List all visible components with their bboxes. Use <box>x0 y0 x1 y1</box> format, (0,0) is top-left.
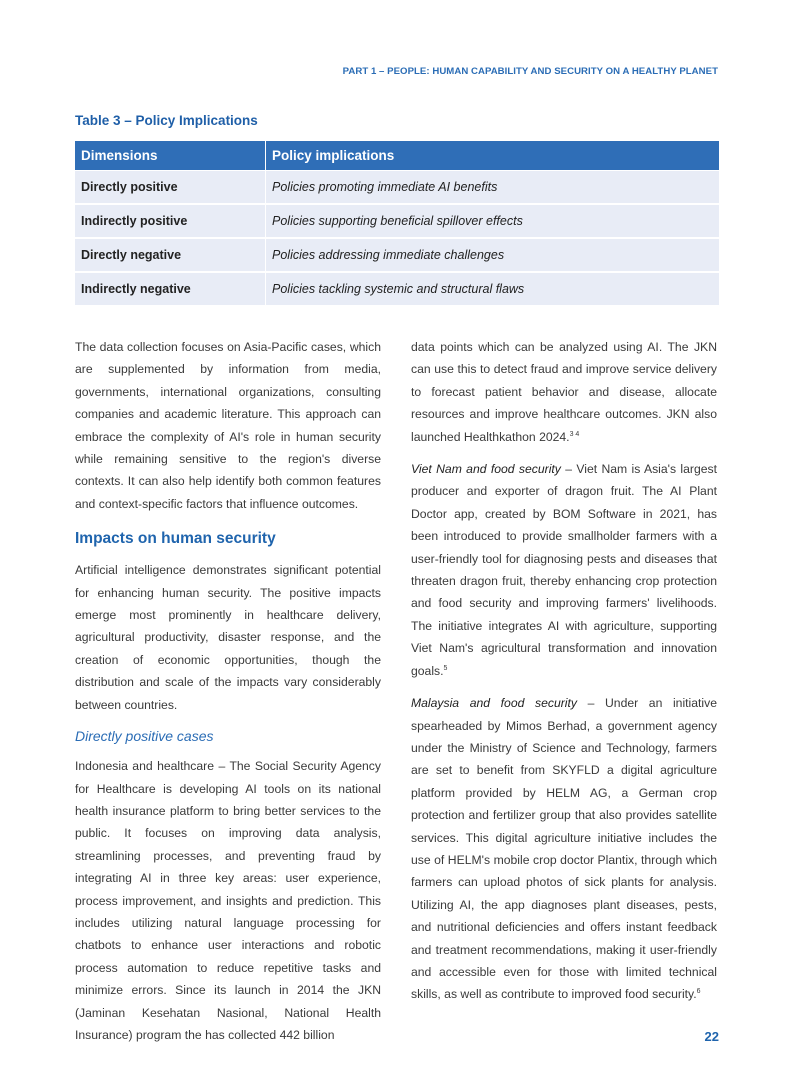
running-header: PART 1 – PEOPLE: HUMAN CAPABILITY AND SECURITY ON A HEALTHY PLANET <box>342 66 718 77</box>
malaysia-text: – Under an initiative spearheaded by Mimos Berhad, a government agency under the Ministry of Science and Technology, farmers are set to benefit from SKYFLD a digital agriculture platform provided by HELM AG, a German crop protection and fertilizer group that also provides satellite services. This digital agriculture initiative includes the use of HELM's mobile crop doctor Plantix, through which farmers can upload photos of sick plants for analysis. Utilizing AI, the app diagnoses plant diseases, pests, and nutritional deficiencies and offers instant feedback and treatment recommendations, making it user-friendly and accessible even for those with limited technical skills, as well as contribute to improved food security. <box>411 696 717 1002</box>
implication-cell: Policies promoting immediate AI benefits <box>266 171 719 205</box>
left-column <box>75 336 381 1056</box>
table-row <box>75 205 719 239</box>
column-header-policy-implications: Policy implications <box>266 141 719 171</box>
section-heading: Impacts on human security <box>75 530 276 548</box>
implication-cell: Policies supporting beneficial spillover effects <box>266 205 719 239</box>
intro-paragraph: The data collection focuses on Asia-Pacific cases, which are supplemented by information from media, governments, international organizations, consulting companies and academic literature. This approach can embrace the complexity of AI's role in human security while remaining sensitive to the region's diverse contexts. It can also help identify both common features and context-specific factors that influence outcomes. <box>75 340 381 511</box>
indonesia-continued-paragraph <box>411 336 717 448</box>
dimension-cell: Directly negative <box>75 239 266 273</box>
page-number: 22 <box>704 1029 719 1044</box>
malaysia-paragraph <box>411 692 717 1006</box>
table-row <box>75 171 719 205</box>
subheading-directly-positive: Directly positive cases <box>75 728 214 745</box>
dimension-cell: Indirectly negative <box>75 273 266 307</box>
table-row <box>75 273 719 307</box>
policy-implications-table <box>75 141 719 307</box>
dimension-cell: Indirectly positive <box>75 205 266 239</box>
table-title: Table 3 – Policy Implications <box>75 113 258 128</box>
vietnam-text: – Viet Nam is Asia's largest producer and exporter of dragon fruit. The AI Plant Doctor app, created by BOM Software in 2021, has been introduced to provide smallholder farmers with a user-friendly tool for diagnosing pests and diseases that threaten dragon fruit, thereby enhancing crop protection and food security and improving farmers' livelihoods. The initiative integrates AI with agriculture, supporting Viet Nam's agricultural transformation and innovation goals. <box>411 462 717 678</box>
malaysia-lead-in: Malaysia and food security <box>411 696 577 711</box>
indonesia-paragraph: Indonesia and healthcare – The Social Security Agency for Healthcare is developing AI tools on its national health insurance platform to bring better services to the public. It focuses on improving data analysis, streamlining processes, and preventing fraud by integrating AI in three key areas: user experience, process improvement, and insights and prediction. This includes utilizing natural language processing for chatbots to enhance user interactions and robotic process automation to reduce repetitive tasks and minimize errors. Since its launch in 2014 the JKN (Jaminan Kesehatan Nasional, National Health Insurance) program the has collected 442 billion <box>75 759 381 1042</box>
table-row <box>75 239 719 273</box>
dimension-cell: Directly positive <box>75 171 266 205</box>
right-column <box>411 336 717 1016</box>
section-paragraph: Artificial intelligence demonstrates significant potential for enhancing human security. The positive impacts emerge most prominently in healthcare delivery, agricultural productivity, disaster response, and the creation of economic opportunities, though the distribution and scale of the impacts vary considerably between countries. <box>75 563 381 712</box>
table-header-row <box>75 141 719 171</box>
indonesia-continued-text: data points which can be analyzed using AI. The JKN can use this to detect fraud and improve service delivery to forecast patient behavior and disease, allocate resources and improve healthcare outcomes. JKN also launched Healthkathon 2024. <box>411 340 717 444</box>
vietnam-lead-in: Viet Nam and food security <box>411 462 561 477</box>
implication-cell: Policies tackling systemic and structural flaws <box>266 273 719 307</box>
column-header-dimensions: Dimensions <box>75 141 266 171</box>
vietnam-paragraph <box>411 458 717 682</box>
implication-cell: Policies addressing immediate challenges <box>266 239 719 273</box>
footnote-ref: 6 <box>696 988 701 996</box>
footnote-ref: 5 <box>443 664 448 672</box>
footnote-ref: 3 4 <box>569 430 580 438</box>
